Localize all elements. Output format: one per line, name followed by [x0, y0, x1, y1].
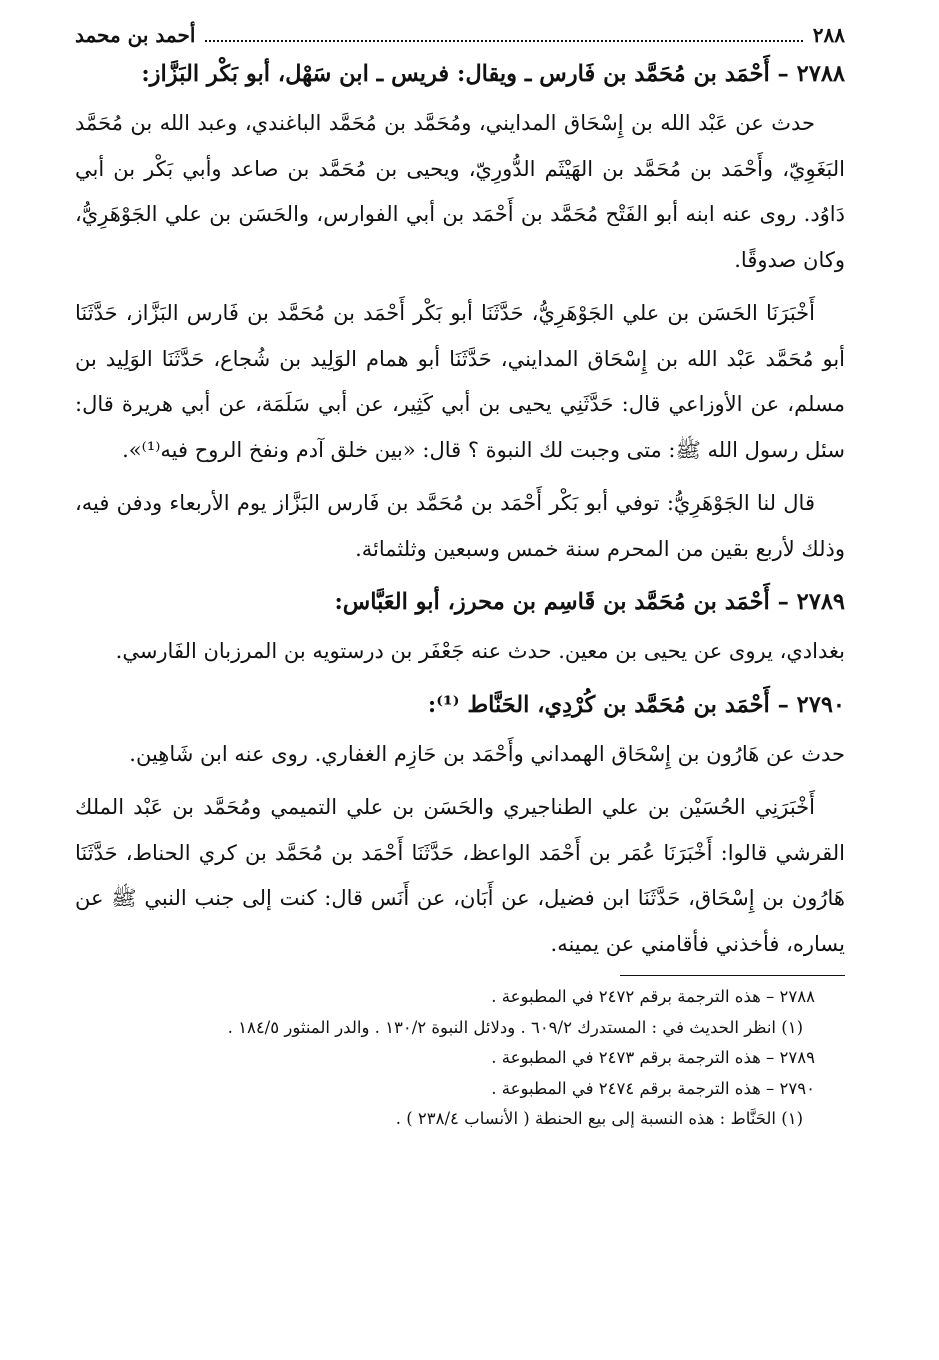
footnote-separator: [620, 975, 845, 976]
death-note-paragraph: قال لنا الجَوْهَرِيُّ: توفي أبو بَكْر أَحْمَد بن مُحَمَّد بن فَارس البَزَّاز يوم الأربعاء ودفن فيه، وذلك لأربع بقين من المحرم سنة خمس وسبعين وثلثمائة.: [75, 491, 845, 561]
entry-paragraph: بغدادي، يروى عن يحيى بن معين. حدث عنه جَعْفَر بن درستويه بن المرزبان الفَارسي.: [115, 639, 845, 663]
running-header: [75, 20, 845, 52]
footnote-entry: ٢٧٨٨ – هذه الترجمة برقم ٢٤٧٢ في المطبوعة .: [491, 987, 815, 1006]
biography-entry-2789: [75, 580, 845, 675]
entry-paragraph: حدث عن هَارُون بن إِسْحَاق الهمداني وأَحْمَد بن حَازِم الغفاري. روى عنه ابن شَاهِين.: [129, 741, 845, 766]
entry-heading: ٢٧٨٨ – أَحْمَد بن مُحَمَّد بن فَارس ـ ويقال: فريس ـ ابن سَهْل، أبو بَكْر البَزَّاز:: [141, 61, 845, 87]
page-number: ٢٨٨: [812, 23, 845, 47]
entry-heading: ٢٧٩٠ – أَحْمَد بن مُحَمَّد بن كُرْدِي، الحَنَّاط ⁽¹⁾:: [427, 691, 845, 718]
footnotes: [75, 982, 845, 1135]
header-dot-leader: [205, 40, 802, 42]
footnote-entry: (١) انظر الحديث في : المستدرك ٦٠٩/٢ . ودلائل النبوة ١٣٠/٢ . والدر المنثور ١٨٤/٥ .: [227, 1017, 803, 1037]
footnote-entry: ٢٧٨٩ – هذه الترجمة برقم ٢٤٧٣ في المطبوعة .: [491, 1048, 815, 1067]
footnote-entry: ٢٧٩٠ – هذه الترجمة برقم ٢٤٧٤ في المطبوعة .: [491, 1078, 815, 1098]
entry-heading: ٢٧٨٩ – أَحْمَد بن مُحَمَّد بن قَاسِم بن محرز، أبو العَبَّاس:: [334, 589, 845, 615]
entry-paragraph: حدث عن عَبْد الله بن إِسْحَاق المدايني، ومُحَمَّد بن مُحَمَّد الباغندي، وعبد الله بن مُحَمَّد البَغَوِيّ، وأَحْمَد بن مُحَمَّد بن الهَيْثَم الدُّورِيّ، ويحيى بن مُحَمَّد بن صاعد وأبي بَكْر بن أبي دَاوُد. روى عنه ابنه أبو الفَتْح مُحَمَّد بن أَحْمَد بن أبي الفوارس، والحَسَن بن علي الجَوْهَرِيُّ، وكان صدوقًا.: [75, 111, 845, 272]
biography-entry-2790: [75, 683, 845, 968]
book-page: [75, 20, 845, 1135]
footnote-entry: (١) الحَنَّاط : هذه النسبة إلى بيع الحنطة ( الأنساب ٢٣٨/٤ ) .: [395, 1109, 803, 1128]
running-title: أحمد بن محمد: [75, 23, 196, 47]
hadith-paragraph: أَخْبَرَنِي الحُسَيْن بن علي الطناجيري والحَسَن بن علي التميمي ومُحَمَّد بن عَبْد الملك القرشي قالوا: أَخْبَرَنَا عُمَر بن أَحْمَد الواعظ، حَدَّثَنَا أَحْمَد بن مُحَمَّد بن كري الحناط، حَدَّثَنَا هَارُون بن إِسْحَاق، حَدَّثَنَا ابن فضيل، عن أَبَان، عن أَنَس قال: كنت إلى جنب النبي ﷺ عن يساره، فأخذني فأقامني عن يمينه.: [75, 795, 845, 956]
hadith-paragraph: أَخْبَرَنَا الحَسَن بن علي الجَوْهَرِيُّ، حَدَّثَنَا أبو بَكْر أَحْمَد بن مُحَمَّد بن فَارس البَزَّاز، حَدَّثَنَا أبو مُحَمَّد عَبْد الله بن إِسْحَاق المدايني، حَدَّثَنَا أبو همام الوَلِيد بن شُجاع، حَدَّثَنَا الوَلِيد بن مسلم، عن الأوزاعي قال: حَدَّثَنِي يحيى بن أبي كَثِير، عن أبي سَلَمَة، عن أبي هريرة قال: سئل رسول الله ﷺ: متى وجبت لك النبوة ؟ قال: «بين خلق آدم ونفخ الروح فيه⁽¹⁾».: [75, 301, 846, 462]
biography-entry-2788: [75, 52, 845, 572]
